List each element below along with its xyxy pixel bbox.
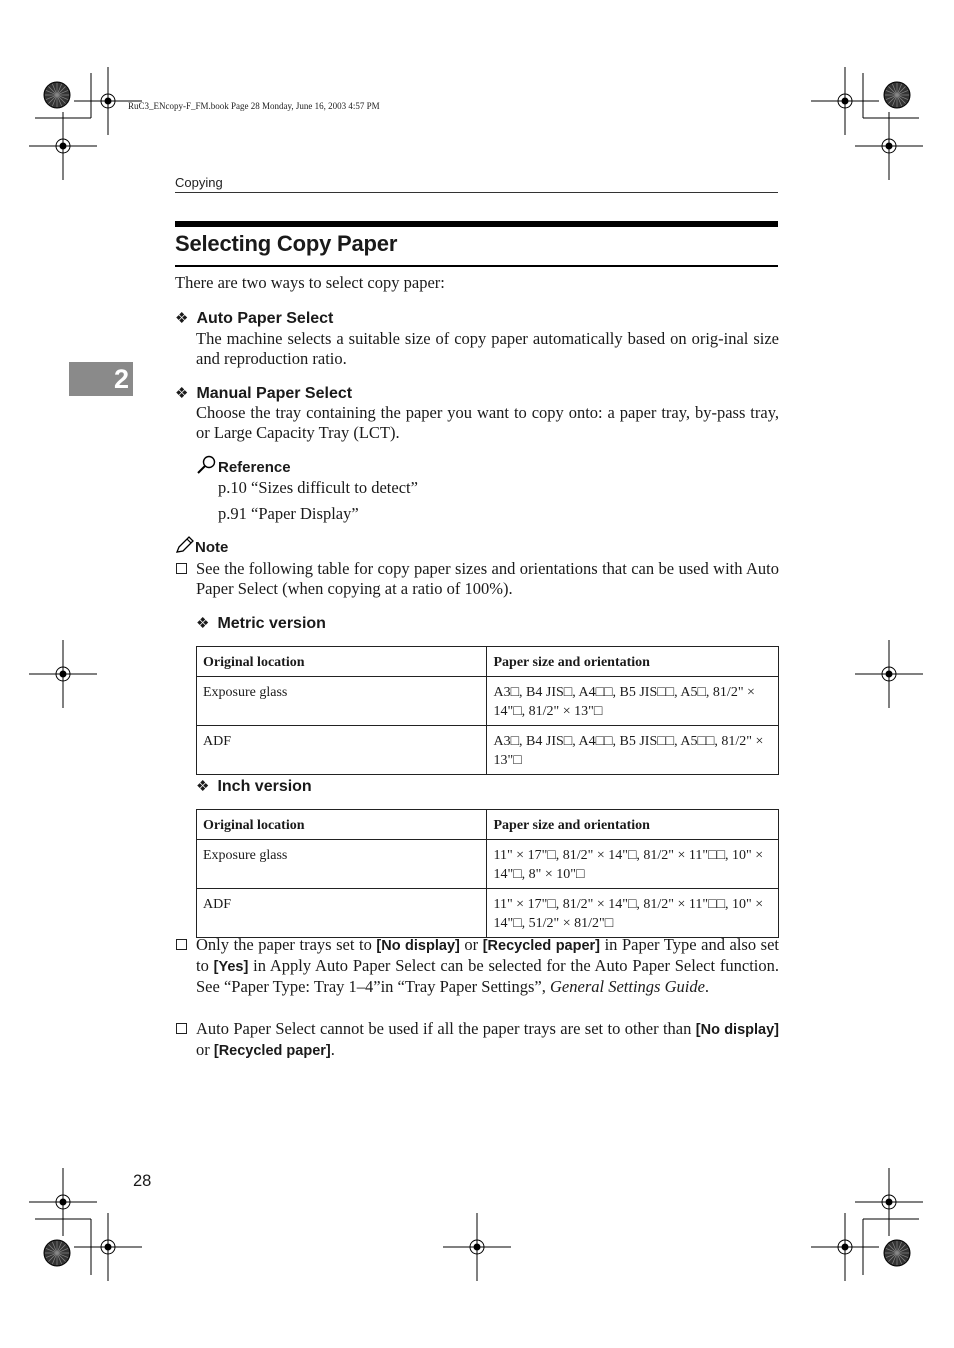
file-info: RuC3_ENcopy-F_FM.book Page 28 Monday, June 16, 2003 4:57 PM [128, 101, 380, 111]
page-title: Selecting Copy Paper [175, 231, 398, 256]
checkbox-bullet-icon [176, 939, 187, 950]
crosshair-bottom-center [443, 1213, 511, 1281]
inch-heading [196, 777, 312, 796]
auto-text: The machine selects a suitable size of copy paper automatically based on orig-inal size and reproduction ratio. [196, 329, 779, 368]
text: in Apply Auto Paper Select can be selected for the Auto Paper Select function. See “Paper Type: Tray 1–4”in “Tray Paper Settings”, [196, 956, 779, 996]
crosshair-right-upper [855, 112, 923, 180]
note-heading [175, 536, 228, 557]
table-cell-location: Exposure glass [197, 840, 487, 889]
auto-heading: Auto Paper Select [196, 310, 334, 327]
diamond-icon: ❖ [175, 311, 189, 327]
magnifier-icon [196, 455, 218, 475]
key-recycled-paper: [Recycled paper] [213, 1043, 331, 1059]
crosshair-bottom-right [811, 1213, 879, 1281]
text: or [459, 935, 483, 954]
table-header-row [197, 647, 779, 677]
note-label: Note [195, 539, 229, 556]
header-rule [175, 192, 778, 193]
title-rule [175, 265, 778, 267]
table-cell-location: ADF [197, 889, 487, 938]
inch-table [196, 809, 779, 938]
table-cell-sizes: 11" × 17"□, 81/2" × 14"□, 81/2" × 11"□□, 10" × 14"□, 8" × 10"□ [487, 840, 779, 889]
reference-item: p.91 “Paper Display” [218, 504, 359, 523]
metric-heading [196, 614, 326, 633]
table-header: Original location [197, 810, 487, 840]
rosette-top-left [44, 82, 70, 108]
crosshair-right-lower [855, 1168, 923, 1236]
table-row [197, 889, 779, 938]
key-no-display: [No display] [376, 938, 460, 954]
crosshair-left-middle [29, 640, 97, 708]
metric-heading-label: Metric version [217, 615, 326, 632]
checkbox-bullet-icon [176, 1023, 187, 1034]
manual-section-heading [175, 384, 352, 403]
auto-section-heading [175, 309, 333, 328]
table-row [197, 677, 779, 726]
metric-table [196, 646, 779, 775]
rosette-bottom-left [44, 1240, 70, 1266]
manual-heading: Manual Paper Select [196, 385, 353, 402]
text: or [196, 1040, 214, 1059]
intro-text: There are two ways to select copy paper: [175, 273, 445, 292]
table-cell-location: ADF [197, 726, 487, 775]
guide-title: General Settings Guide [550, 977, 705, 996]
table-header: Paper size and orientation [487, 810, 779, 840]
chapter-tab: 2 [69, 362, 133, 396]
key-recycled-paper: [Recycled paper] [482, 938, 601, 954]
pencil-icon [175, 536, 195, 554]
reference-heading [196, 455, 291, 477]
note-item-1: See the following table for copy paper sizes and orientations that can be used with Auto Paper Select (when copying at a ratio of 100%). [196, 559, 779, 598]
key-no-display: [No display] [695, 1022, 779, 1038]
page-number: 28 [133, 1172, 152, 1190]
rosette-bottom-right [884, 1240, 910, 1266]
table-header: Paper size and orientation [487, 647, 779, 677]
table-cell-location: Exposure glass [197, 677, 487, 726]
crosshair-bottom-left [74, 1213, 142, 1281]
crosshair-left-upper [29, 112, 97, 180]
reference-label: Reference [218, 459, 291, 476]
text: . [330, 1040, 335, 1059]
reference-item: p.10 “Sizes difficult to detect” [218, 478, 418, 497]
key-yes: [Yes] [213, 959, 249, 975]
table-row [197, 840, 779, 889]
crosshair-top-right [811, 67, 879, 135]
text: in Paper Type and also set to [196, 935, 779, 975]
crosshair-right-middle [855, 640, 923, 708]
table-cell-sizes: 11" × 17"□, 81/2" × 14"□, 81/2" × 11"□□, 10" × 14"□, 51/2" × 81/2"□ [487, 889, 779, 938]
running-head: Copying [175, 175, 223, 190]
crosshair-left-lower [29, 1168, 97, 1236]
diamond-icon: ❖ [175, 386, 189, 402]
table-header-row [197, 810, 779, 840]
table-cell-sizes: A3□, B4 JIS□, A4□□, B5 JIS□□, A5□, 81/2" × 14"□, 81/2" × 13"□ [487, 677, 779, 726]
diamond-icon: ❖ [196, 616, 210, 632]
table-header: Original location [197, 647, 487, 677]
text: Auto Paper Select cannot be used if all the paper trays are set to other than [196, 1019, 696, 1038]
diamond-icon: ❖ [196, 779, 210, 795]
title-bar [175, 221, 778, 227]
manual-text: Choose the tray containing the paper you want to copy onto: a paper tray, by-pass tray, or Large Capacity Tray (LCT). [196, 403, 779, 442]
inch-heading-label: Inch version [217, 778, 312, 795]
table-row [197, 726, 779, 775]
table-cell-sizes: A3□, B4 JIS□, A4□□, B5 JIS□□, A5□□, 81/2" × 13"□ [487, 726, 779, 775]
text: . [704, 977, 710, 996]
checkbox-bullet-icon [176, 563, 187, 574]
text: Only the paper trays set to [196, 935, 377, 954]
note-item-2 [196, 935, 779, 997]
note-item-3 [196, 1019, 779, 1061]
rosette-top-right [884, 82, 910, 108]
